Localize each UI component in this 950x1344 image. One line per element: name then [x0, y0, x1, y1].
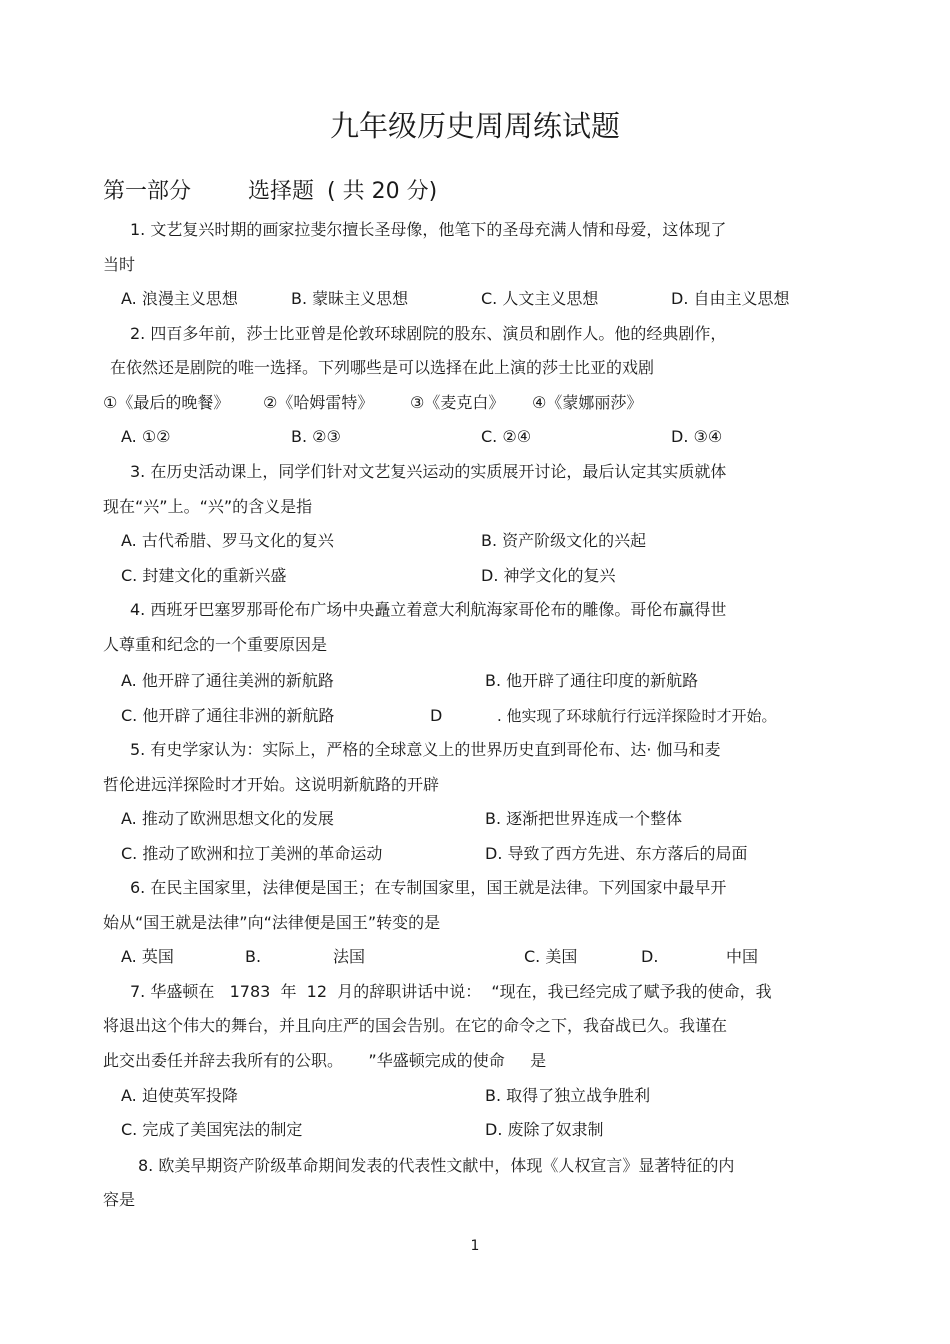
option-a: A. 迫使英军投降	[121, 1086, 238, 1105]
question-text: 7. 华盛顿在 1783 年 12 月的辞职讲话中说： “现在，我已经完成了赋予我的使命，我	[130, 982, 772, 1001]
question-text: 始从“国王就是法律”向“法律便是国王”转变的是	[103, 913, 441, 932]
question-text: 此交出委任并辞去我所有的公职。 ”华盛顿完成的使命 是	[103, 1051, 547, 1070]
option-a: A. ①②	[121, 427, 171, 446]
question-text: 4. 西班牙巴塞罗那哥伦布广场中央矗立着意大利航海家哥伦布的雕像。哥伦布赢得世	[130, 600, 727, 619]
list-item: ④《蒙娜丽莎》	[532, 393, 643, 412]
question-text: 3. 在历史活动课上，同学们针对文艺复兴运动的实质展开讨论，最后认定其实质就体	[130, 462, 727, 481]
option-d: D. 自由主义思想	[671, 289, 790, 308]
option-b: B. 他开辟了通往印度的新航路	[485, 671, 699, 690]
option-d: D. 神学文化的复兴	[481, 566, 616, 585]
option-b: B. ②③	[291, 427, 341, 446]
option-b: B. 资产阶级文化的兴起	[481, 531, 647, 550]
question-text: 6. 在民主国家里，法律便是国王；在专制国家里，国王就是法律。下列国家中最早开	[130, 878, 727, 897]
section-points: ( 共 20 分)	[327, 179, 438, 204]
question-text: 在依然还是剧院的唯一选择。下列哪些是可以选择在此上演的莎士比亚的戏剧	[110, 358, 655, 377]
list-item: ②《哈姆雷特》	[263, 393, 374, 412]
option-d-letter: D.	[641, 947, 659, 966]
section-name: 选择题	[248, 179, 315, 204]
option-b: B. 蒙昧主义思想	[291, 289, 409, 308]
option-a: A. 他开辟了通往美洲的新航路	[121, 671, 334, 690]
option-a: A. 推动了欧洲思想文化的发展	[121, 809, 334, 828]
page-number: 1	[470, 1238, 480, 1254]
option-b: B. 逐渐把世界连成一个整体	[485, 809, 683, 828]
option-c: C. 封建文化的重新兴盛	[121, 566, 287, 585]
question-text: 2. 四百多年前，莎士比亚曾是伦敦环球剧院的股东、演员和剧作人。他的经典剧作，	[130, 324, 727, 343]
section-heading	[103, 178, 437, 206]
question-text: 当时	[103, 255, 136, 274]
list-item: ①《最后的晚餐》	[103, 393, 230, 412]
option-c: C. 他开辟了通往非洲的新航路	[121, 706, 335, 725]
option-d: . 他实现了环球航行行远洋探险时才开始。	[497, 707, 777, 725]
page-title: 九年级历史周周练试题	[329, 109, 620, 143]
option-d-letter: D	[430, 706, 443, 725]
option-a: A. 古代希腊、罗马文化的复兴	[121, 531, 334, 550]
option-c: C. 人文主义思想	[481, 289, 599, 308]
option-b: B. 取得了独立战争胜利	[485, 1086, 651, 1105]
option-c: C. 推动了欧洲和拉丁美洲的革命运动	[121, 844, 383, 863]
question-text: 8. 欧美早期资产阶级革命期间发表的代表性文献中，体现《人权宣言》显著特征的内	[138, 1156, 735, 1175]
option-d: D. ③④	[671, 427, 723, 446]
option-d: D. 废除了奴隶制	[485, 1120, 604, 1139]
option-c: C. ②④	[481, 427, 532, 446]
question-text: 哲伦进远洋探险时才开始。这说明新航路的开辟	[103, 775, 440, 794]
question-text: 现在“兴”上。“兴”的含义是指	[103, 497, 313, 516]
option-d: 中国	[726, 947, 759, 966]
option-b-letter: B.	[245, 947, 262, 966]
option-a: A. 英国	[121, 947, 174, 966]
question-text: 将退出这个伟大的舞台，并且向庄严的国会告别。在它的命令之下，我奋战已久。我谨在	[103, 1016, 728, 1035]
list-item: ③《麦克白》	[410, 393, 505, 412]
option-a: A. 浪漫主义思想	[121, 289, 238, 308]
question-text: 5. 有史学家认为：实际上，严格的全球意义上的世界历史直到哥伦布、达· 伽马和麦	[130, 740, 721, 759]
section-part: 第一部分	[103, 179, 192, 204]
option-c: C. 美国	[524, 947, 578, 966]
option-b: 法国	[333, 947, 366, 966]
question-text: 1. 文艺复兴时期的画家拉斐尔擅长圣母像，他笔下的圣母充满人情和母爱，这体现了	[130, 220, 727, 239]
question-text: 容是	[103, 1190, 136, 1209]
question-text: 人尊重和纪念的一个重要原因是	[103, 635, 328, 654]
option-d: D. 导致了西方先进、东方落后的局面	[485, 844, 748, 863]
option-c: C. 完成了美国宪法的制定	[121, 1120, 303, 1139]
